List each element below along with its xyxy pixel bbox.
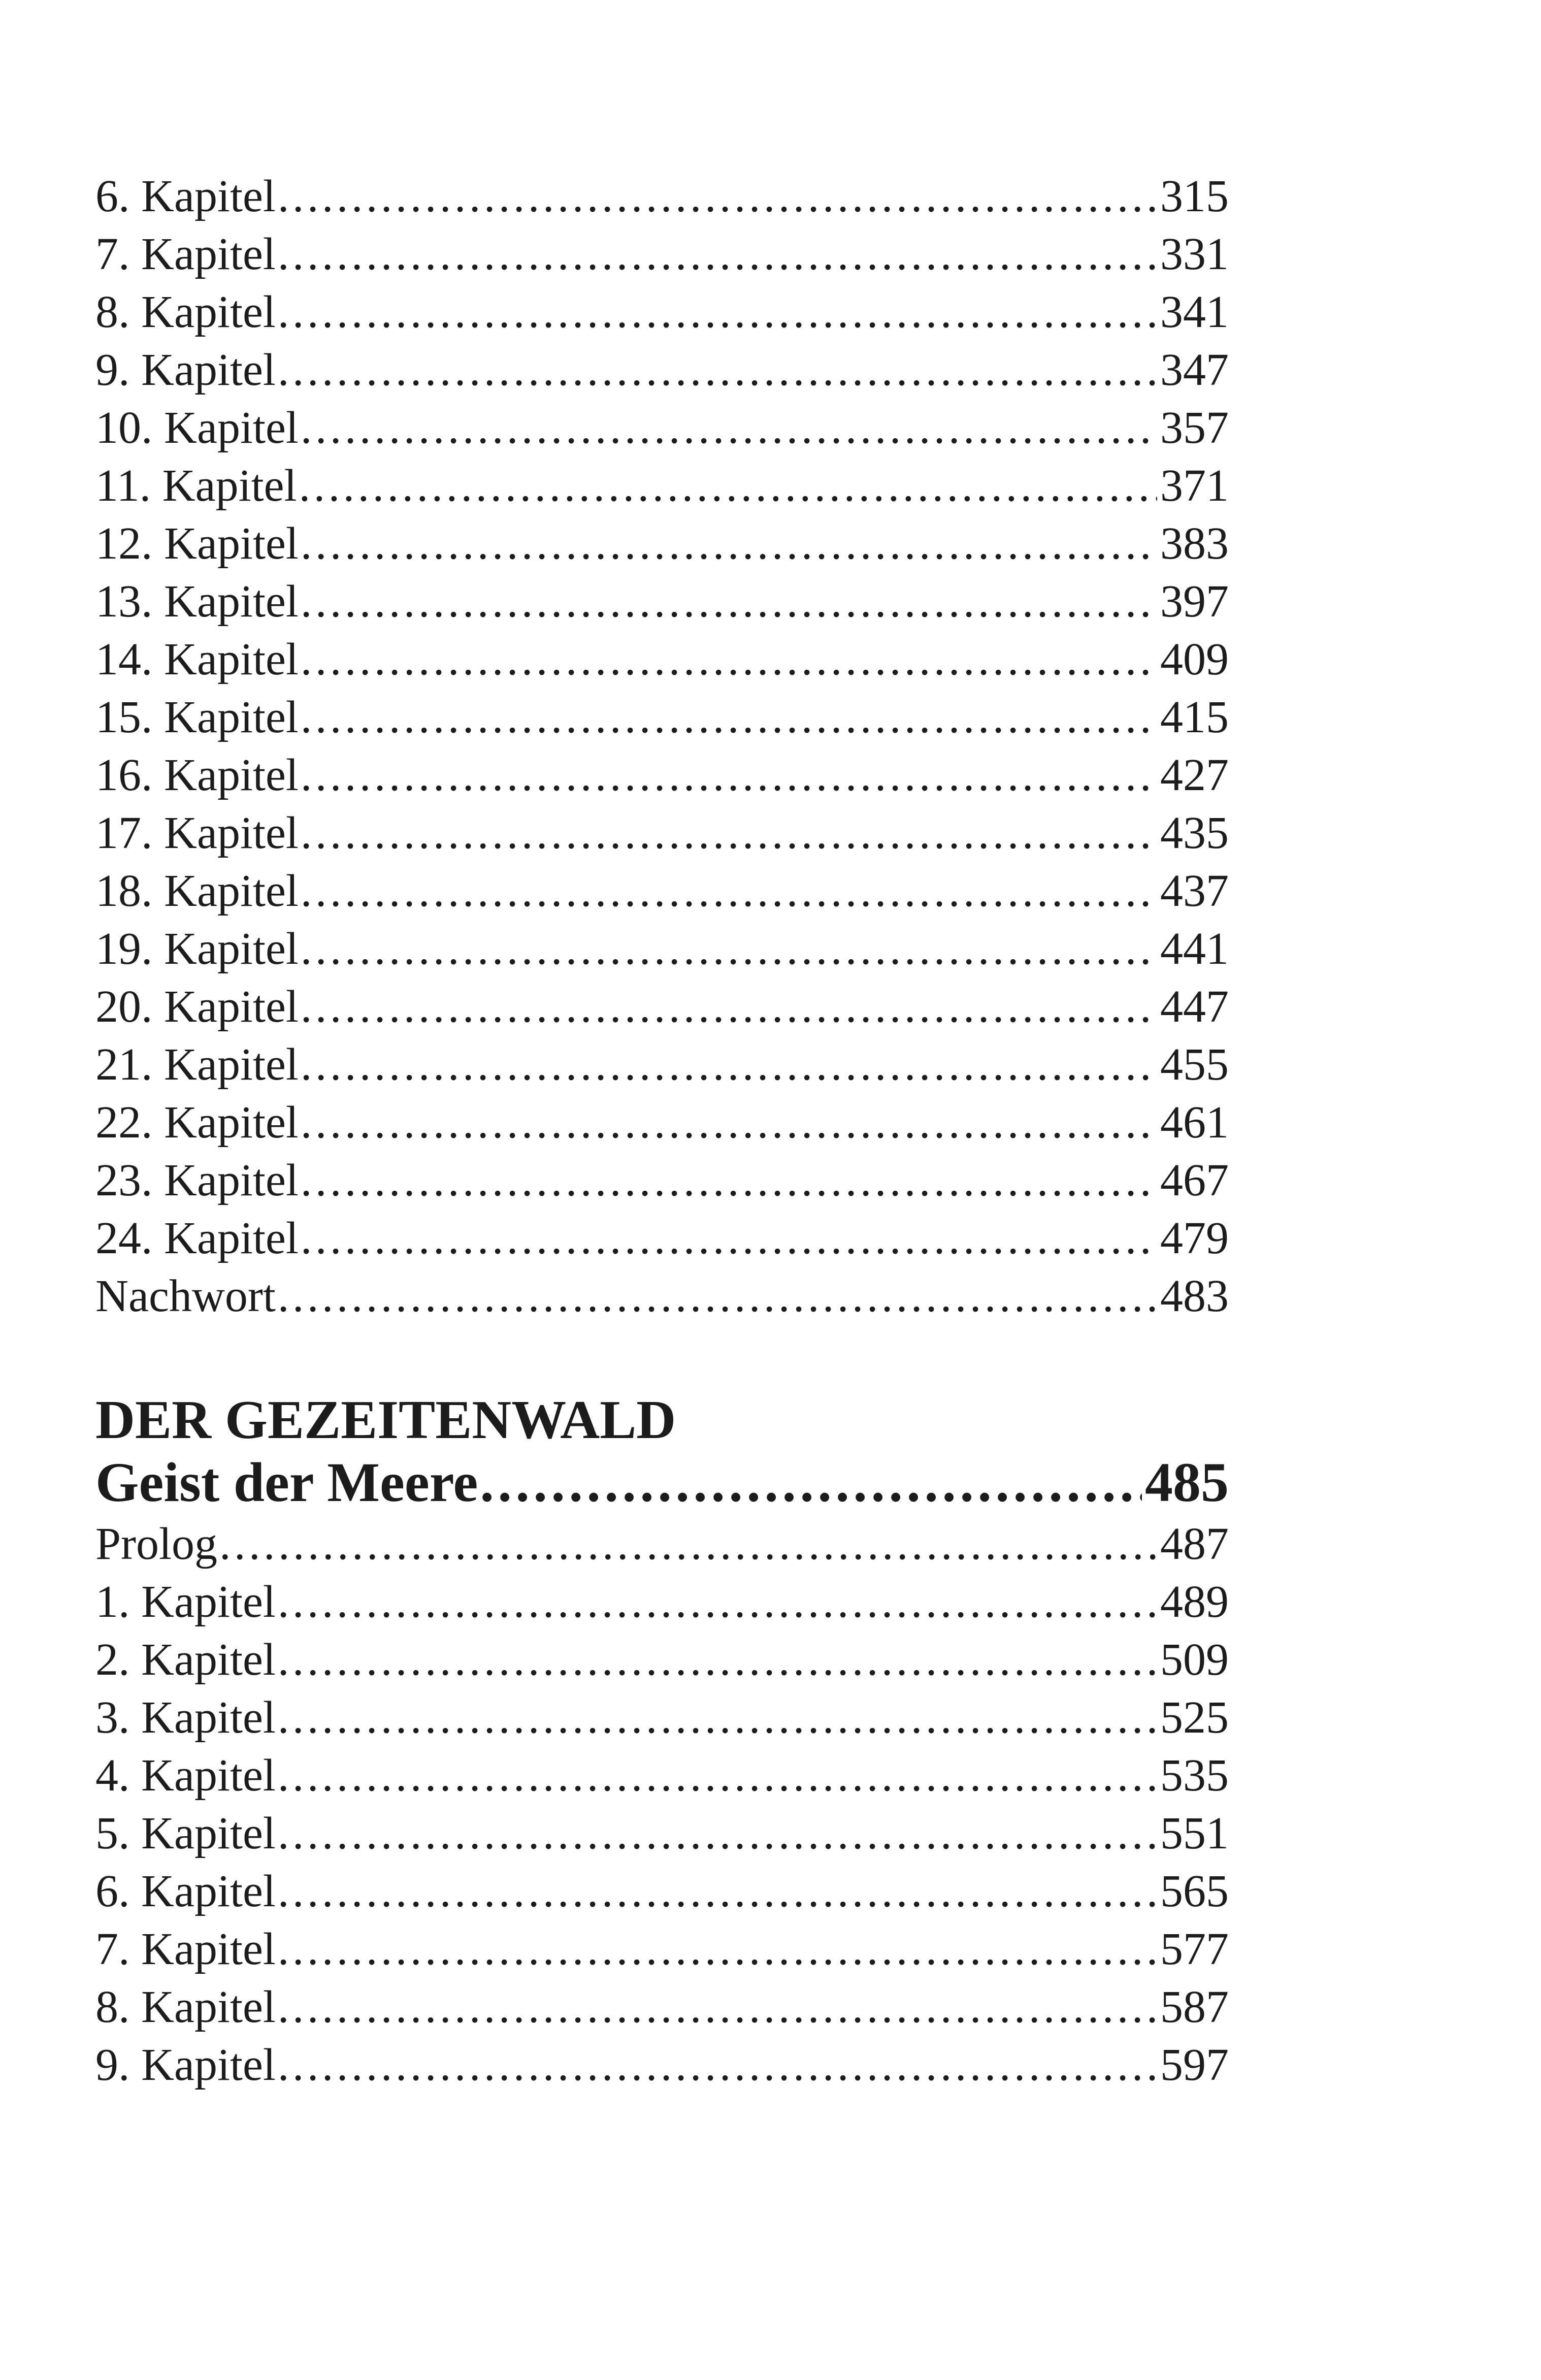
toc-entry-label: 15. Kapitel [95, 692, 299, 742]
toc-leader [278, 1267, 1157, 1325]
toc-entry [95, 1978, 1229, 2036]
toc-entry [95, 341, 1229, 399]
toc-leader [278, 1978, 1157, 2036]
toc-leader [278, 1689, 1157, 1747]
toc-entry-label: 1. Kapitel [95, 1577, 276, 1627]
toc-entry [95, 631, 1229, 689]
toc-entry-label: 8. Kapitel [95, 1982, 276, 2032]
toc-entry-page: 509 [1160, 1635, 1229, 1685]
toc-entry-page: 483 [1160, 1271, 1229, 1321]
toc-entry-label: Prolog [95, 1519, 218, 1569]
toc-leader [278, 1573, 1157, 1631]
toc-entry-page: 409 [1160, 634, 1229, 684]
toc-leader [301, 399, 1157, 457]
toc-leader [219, 1515, 1157, 1573]
toc-leader [278, 168, 1157, 225]
section-title: DER GEZEITENWALD [95, 1390, 676, 1450]
toc-entry-label: 11. Kapitel [95, 461, 297, 511]
toc-leader [299, 457, 1157, 515]
toc-entry-label: 5. Kapitel [95, 1808, 276, 1859]
toc-entry [95, 1094, 1229, 1152]
toc-entry [95, 1573, 1229, 1631]
toc-entry-label: 18. Kapitel [95, 866, 299, 916]
toc-leader [301, 1152, 1157, 1210]
toc-leader [278, 341, 1157, 399]
toc-entry-label: 10. Kapitel [95, 403, 299, 453]
toc-entry [95, 1210, 1229, 1267]
toc-entry-label: 9. Kapitel [95, 2040, 276, 2090]
toc-entry-label: 22. Kapitel [95, 1097, 299, 1148]
toc-entry-label: 14. Kapitel [95, 634, 299, 684]
toc-entry [95, 1920, 1229, 1978]
toc-book-label: Geist der Meere [95, 1451, 478, 1513]
toc-entry-page: 461 [1160, 1097, 1229, 1148]
toc-leader [278, 225, 1157, 283]
toc-leader [301, 689, 1157, 746]
toc-entry [95, 457, 1229, 515]
toc-entry [95, 804, 1229, 862]
toc-entry-label: 24. Kapitel [95, 1213, 299, 1263]
toc-leader [301, 978, 1157, 1036]
toc-entry-page: 331 [1160, 229, 1229, 279]
toc-entry [95, 689, 1229, 746]
toc-leader [278, 1747, 1157, 1805]
toc-entry [95, 920, 1229, 978]
toc-entry-page: 565 [1160, 1866, 1229, 1916]
toc-leader [301, 746, 1157, 804]
toc-entry-label: 16. Kapitel [95, 750, 299, 800]
toc-leader [301, 1210, 1157, 1267]
toc-entry [95, 1152, 1229, 1210]
toc-entry-page: 489 [1160, 1577, 1229, 1627]
toc-entry [95, 1805, 1229, 1863]
toc-entry-label: Nachwort [95, 1271, 276, 1321]
toc-entry-label: 12. Kapitel [95, 518, 299, 569]
toc-leader [301, 804, 1157, 862]
toc-leader [301, 631, 1157, 689]
toc-entry [95, 515, 1229, 573]
toc-entry-page: 441 [1160, 924, 1229, 974]
toc-entry-page: 525 [1160, 1692, 1229, 1743]
toc-leader [278, 283, 1157, 341]
toc-entry-label: 8. Kapitel [95, 287, 276, 337]
toc-entry-label: 23. Kapitel [95, 1155, 299, 1205]
toc-entry-label: 2. Kapitel [95, 1635, 276, 1685]
toc-leader [301, 515, 1157, 573]
toc-entry-page: 467 [1160, 1155, 1229, 1205]
toc-entry-page: 341 [1160, 287, 1229, 337]
toc-entry-page: 597 [1160, 2040, 1229, 2090]
toc-entry-page: 347 [1160, 345, 1229, 395]
toc-entry [95, 168, 1229, 225]
toc-entry [95, 1747, 1229, 1805]
toc-leader [278, 1920, 1157, 1978]
toc-entry-label: 9. Kapitel [95, 345, 276, 395]
toc-entry-page: 577 [1160, 1924, 1229, 1974]
toc-leader [480, 1449, 1142, 1515]
toc-entry [95, 399, 1229, 457]
toc-entry [95, 1036, 1229, 1094]
toc-entry [95, 573, 1229, 631]
toc-entry-page: 487 [1160, 1519, 1229, 1569]
toc-book-entry [95, 1449, 1229, 1515]
toc-book-page: 485 [1145, 1451, 1229, 1513]
toc-leader [301, 1094, 1157, 1152]
toc-leader [301, 920, 1157, 978]
toc-entry-page: 371 [1160, 461, 1229, 511]
toc-entry [95, 1631, 1229, 1689]
toc-entry-page: 435 [1160, 808, 1229, 858]
toc-entry-page: 551 [1160, 1808, 1229, 1859]
toc-entry-label: 20. Kapitel [95, 982, 299, 1032]
toc-entry-label: 17. Kapitel [95, 808, 299, 858]
table-of-contents [95, 168, 1229, 2094]
toc-entry-page: 315 [1160, 171, 1229, 221]
toc-entry-page: 479 [1160, 1213, 1229, 1263]
toc-entry-page: 437 [1160, 866, 1229, 916]
toc-entry [95, 1267, 1229, 1325]
toc-entry-label: 13. Kapitel [95, 576, 299, 627]
toc-entry-page: 397 [1160, 576, 1229, 627]
toc-entry-page: 427 [1160, 750, 1229, 800]
toc-list-part1 [95, 168, 1229, 1325]
toc-entry-label: 6. Kapitel [95, 171, 276, 221]
toc-leader [301, 862, 1157, 920]
toc-entry-page: 535 [1160, 1750, 1229, 1801]
toc-entry [95, 225, 1229, 283]
toc-list-part2 [95, 1515, 1229, 2094]
toc-entry-label: 6. Kapitel [95, 1866, 276, 1916]
toc-leader [278, 1863, 1157, 1920]
toc-entry-page: 357 [1160, 403, 1229, 453]
toc-entry-page: 447 [1160, 982, 1229, 1032]
toc-entry [95, 1689, 1229, 1747]
toc-leader [301, 573, 1157, 631]
toc-entry-label: 4. Kapitel [95, 1750, 276, 1801]
toc-entry [95, 1863, 1229, 1920]
toc-entry [95, 746, 1229, 804]
toc-leader [278, 1631, 1157, 1689]
toc-entry-page: 587 [1160, 1982, 1229, 2032]
toc-entry [95, 1515, 1229, 1573]
toc-entry-label: 7. Kapitel [95, 1924, 276, 1974]
toc-leader [278, 2036, 1157, 2094]
toc-entry [95, 978, 1229, 1036]
toc-entry-page: 415 [1160, 692, 1229, 742]
toc-leader [301, 1036, 1157, 1094]
toc-leader [278, 1805, 1157, 1863]
toc-entry-label: 7. Kapitel [95, 229, 276, 279]
toc-entry [95, 283, 1229, 341]
toc-entry-label: 19. Kapitel [95, 924, 299, 974]
toc-entry-page: 455 [1160, 1039, 1229, 1090]
toc-entry [95, 2036, 1229, 2094]
toc-entry [95, 862, 1229, 920]
toc-entry-label: 21. Kapitel [95, 1039, 299, 1090]
toc-entry-label: 3. Kapitel [95, 1692, 276, 1743]
toc-entry-page: 383 [1160, 518, 1229, 569]
